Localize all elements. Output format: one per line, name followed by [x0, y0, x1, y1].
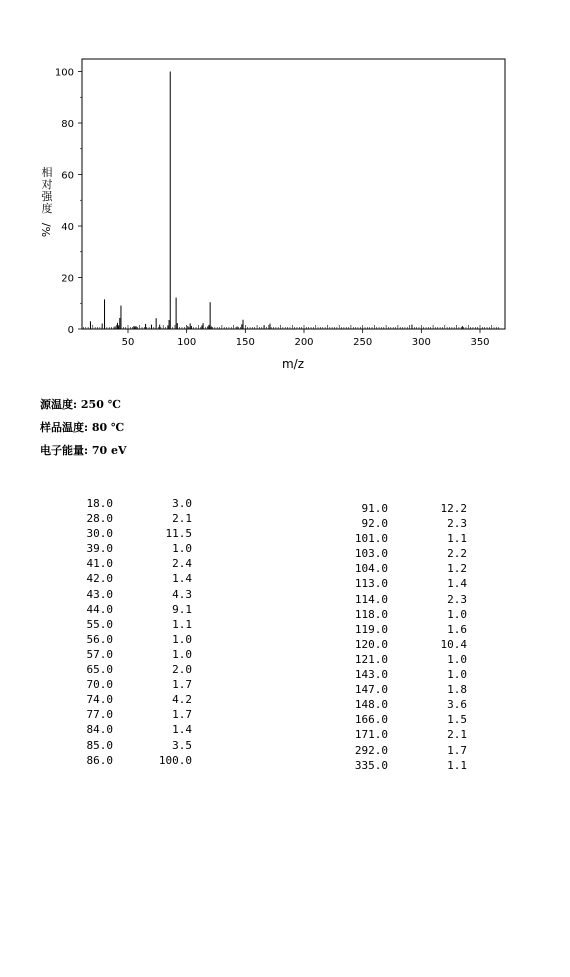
peak-row	[70, 556, 210, 571]
peak-intensity: 1.1	[447, 532, 467, 546]
peak-intensity: 3.6	[447, 698, 467, 712]
peak-row	[345, 622, 485, 637]
peak-row	[70, 692, 210, 707]
y-axis-label	[42, 165, 54, 215]
peak-intensity: 1.6	[447, 622, 467, 636]
peak-intensity: 1.0	[447, 652, 467, 666]
y-axis-label-char: 对	[41, 178, 53, 191]
peak-row	[345, 561, 485, 576]
peak-row	[345, 667, 485, 682]
condition-label: 源温度:	[40, 398, 78, 411]
peak-intensity: 3.5	[172, 738, 192, 752]
peak-intensity: 9.1	[172, 602, 192, 616]
peak-mz: 85.0	[86, 738, 113, 752]
peak-row	[70, 511, 210, 526]
peak-row	[345, 501, 485, 516]
peak-intensity: 1.7	[172, 708, 192, 722]
x-tick-label: 200	[294, 337, 314, 348]
x-tick-label: 150	[235, 337, 255, 348]
peak-row	[70, 722, 210, 737]
mass-spectrum-chart	[0, 0, 570, 380]
peak-row	[70, 707, 210, 722]
y-tick-label: 0	[67, 325, 74, 336]
peak-intensity: 2.1	[172, 512, 192, 526]
x-tick-label: 100	[177, 337, 197, 348]
plot-frame	[82, 59, 505, 329]
peak-mz: 57.0	[86, 647, 113, 661]
y-tick-label: 100	[54, 67, 74, 79]
peak-row	[70, 753, 210, 768]
peak-row	[345, 758, 485, 773]
peak-mz: 18.0	[86, 497, 113, 510]
peak-row	[345, 576, 485, 591]
y-axis-label-unit: %/	[40, 222, 53, 238]
peak-mz: 121.0	[354, 652, 388, 666]
spectrum-bars	[90, 72, 462, 330]
peak-mz: 42.0	[86, 572, 113, 586]
peak-intensity: 2.1	[447, 728, 467, 742]
peak-mz: 292.0	[354, 743, 388, 757]
peak-row	[70, 617, 210, 632]
condition-value: 250 ℃	[80, 398, 121, 411]
peak-intensity: 4.2	[172, 693, 192, 707]
condition-electron-energy	[40, 442, 127, 458]
peak-intensity: 4.3	[172, 587, 192, 601]
peak-intensity: 1.2	[447, 562, 467, 576]
peak-intensity: 1.7	[172, 678, 192, 692]
peak-row	[70, 587, 210, 602]
peak-mz: 41.0	[86, 557, 113, 571]
peak-row	[345, 637, 485, 652]
peak-intensity: 12.2	[440, 502, 467, 515]
peak-intensity: 2.3	[447, 592, 467, 606]
peak-mz: 39.0	[86, 542, 113, 556]
peak-mz: 101.0	[354, 532, 388, 546]
peak-mz: 28.0	[86, 512, 113, 526]
peak-row	[70, 632, 210, 647]
peak-intensity: 1.8	[447, 683, 467, 697]
peak-mz: 104.0	[354, 562, 388, 576]
peak-intensity: 1.0	[447, 607, 467, 621]
condition-value: 80 ℃	[91, 421, 125, 434]
peak-row	[345, 516, 485, 531]
peak-intensity: 3.0	[172, 497, 192, 510]
peak-intensity: 100.0	[158, 753, 192, 767]
peak-mz: 91.0	[361, 502, 388, 515]
y-tick-label: 40	[61, 222, 74, 233]
peak-mz: 92.0	[361, 517, 388, 531]
condition-sample-temp	[40, 419, 124, 435]
peak-mz: 119.0	[354, 622, 388, 636]
peak-intensity: 1.1	[172, 617, 192, 631]
peak-row	[345, 712, 485, 727]
peak-intensity: 1.0	[172, 647, 192, 661]
peak-row	[70, 662, 210, 677]
peak-mz: 65.0	[86, 663, 113, 677]
condition-label: 电子能量:	[40, 444, 89, 457]
peak-mz: 143.0	[354, 668, 388, 682]
x-tick-label: 300	[411, 337, 431, 348]
peak-row	[70, 496, 210, 511]
peak-mz: 74.0	[86, 693, 113, 707]
peak-mz: 118.0	[354, 607, 388, 621]
peak-mz: 166.0	[354, 713, 388, 727]
peak-row	[345, 592, 485, 607]
peak-intensity: 2.2	[447, 547, 467, 561]
condition-value: 70 eV	[91, 444, 127, 457]
peak-mz: 30.0	[86, 527, 113, 541]
y-axis-label-char: 度	[41, 202, 53, 215]
peak-row	[70, 738, 210, 753]
peak-mz: 44.0	[86, 602, 113, 616]
peak-mz: 103.0	[354, 547, 388, 561]
peak-mz: 70.0	[86, 678, 113, 692]
peak-intensity: 1.0	[172, 632, 192, 646]
peak-row	[345, 652, 485, 667]
x-axis-label: m/z	[281, 357, 305, 371]
peak-intensity: 2.3	[447, 517, 467, 531]
peak-mz: 335.0	[354, 758, 388, 772]
peak-table-right	[345, 501, 485, 773]
condition-source-temp	[40, 396, 121, 412]
peak-mz: 114.0	[354, 592, 388, 606]
peak-intensity: 1.5	[447, 713, 467, 727]
y-tick-label: 60	[61, 170, 74, 182]
peak-intensity: 1.4	[172, 723, 192, 737]
peak-row	[70, 677, 210, 692]
y-tick-label: 80	[61, 119, 74, 130]
peak-table-left	[70, 496, 210, 768]
peak-mz: 148.0	[354, 698, 388, 712]
y-axis-label-char: 相	[41, 166, 53, 179]
peak-mz: 55.0	[86, 617, 113, 631]
peak-intensity: 1.0	[447, 668, 467, 682]
peak-row	[345, 727, 485, 742]
peak-mz: 43.0	[86, 587, 113, 601]
peak-intensity: 1.4	[447, 577, 467, 591]
peak-row	[70, 571, 210, 586]
peak-mz: 77.0	[86, 708, 113, 722]
peak-row	[345, 607, 485, 622]
peak-intensity: 1.7	[447, 743, 467, 757]
peak-mz: 113.0	[354, 577, 388, 591]
peak-mz: 147.0	[354, 683, 388, 697]
peak-intensity: 1.4	[172, 572, 192, 586]
peak-row	[70, 541, 210, 556]
y-axis-label-char: 强	[41, 190, 53, 203]
peak-mz: 120.0	[354, 637, 388, 651]
peak-row	[345, 682, 485, 697]
y-axis-ticks	[55, 68, 82, 337]
peak-row	[345, 546, 485, 561]
x-tick-label: 350	[470, 337, 490, 348]
x-tick-label: 250	[353, 337, 373, 348]
peak-row	[70, 602, 210, 617]
peak-row	[345, 743, 485, 758]
peak-intensity: 1.0	[172, 542, 192, 556]
peak-intensity: 1.1	[447, 758, 467, 772]
peak-row	[70, 647, 210, 662]
peak-mz: 84.0	[86, 723, 113, 737]
peak-row	[345, 531, 485, 546]
x-axis-ticks	[122, 329, 490, 348]
peak-row	[70, 526, 210, 541]
peak-intensity: 2.0	[172, 663, 192, 677]
condition-label: 样品温度:	[40, 421, 89, 434]
peak-intensity: 11.5	[165, 527, 192, 541]
peak-intensity: 10.4	[440, 637, 467, 651]
peak-intensity: 2.4	[172, 557, 192, 571]
peak-mz: 56.0	[86, 632, 113, 646]
peak-row	[345, 697, 485, 712]
x-tick-label: 50	[121, 337, 135, 348]
peak-mz: 171.0	[354, 728, 388, 742]
y-tick-label: 20	[61, 273, 74, 285]
peak-mz: 86.0	[86, 753, 113, 767]
